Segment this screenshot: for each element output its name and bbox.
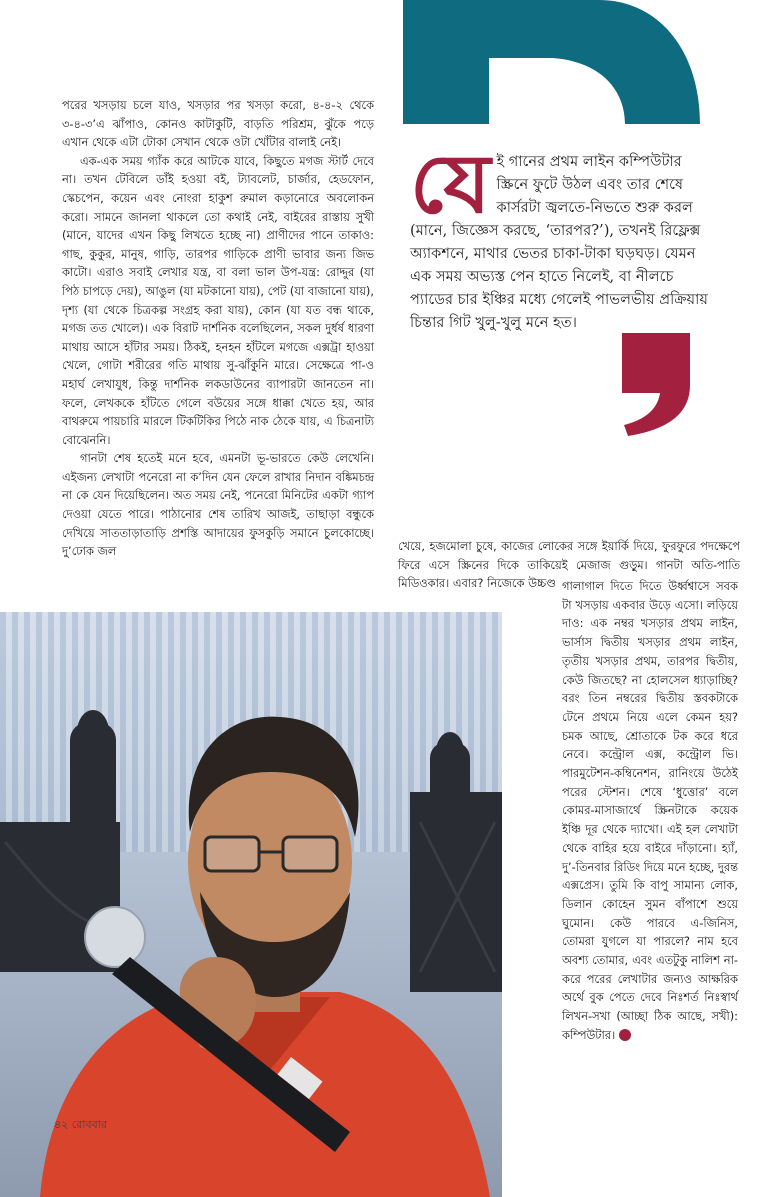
page-folio: ৪২ রোববার <box>54 1118 107 1131</box>
pull-quote <box>410 136 710 334</box>
pull-quote-dropcap: যে <box>410 136 491 232</box>
end-mark-icon <box>619 1029 631 1041</box>
right-paragraph: গালাগাল দিতে দিতে উর্ধ্বশ্বাসে সবক টা খসড়ায় একবার উড়ে এসো। লড়িয়ে দাও: এক নম্বর খসড়ার প্রথম লাইন, ভার্সাস দ্বিতীয় খসড়ার প্রথম লাইন, তৃতীয় খসড়ার প্রথম, তারপর দ্বিতীয়, কেউ জিতছে? না হোলসেল ধ্যাড়াচ্ছি? বরং তিন নম্বরের দ্বিতীয় স্তবকটাকে টেনে প্রথমে নিয়ে এলে কেমন হয়? চমক আছে, শ্রোতাকে টক করে ধরে নেবে। কন্ট্রোল এক্স, কন্ট্রোল ভি। পারমুটেশন-কম্বিনেশন, রানিংয়ে উঠেই পরের স্টেশন। শেষে ‘ধুত্তোর’ বলে কোমর-মাসাজার্থে স্ক্রিনটাকে কয়েক ইঞ্চি দূর থেকে দ্যাখো। এই হল লেখাটা থেকে বাহির হয়ে বাইরে দাঁড়ানো। হ্যাঁ, দু’-তিনবার রিডিং দিয়ে মনে হচ্ছে, দুরন্ত এক্সপ্রেস। তুমি কি বাপু সামান্য লোক, ডিলান কোহেন সুমন বাঁপাশে শুয়ে ঘুমোন। কেউ পারবে এ-জিনিস, তোমরা যুগলে যা পারলে? নাম হবে অবশ্য তোমার, এবং এতটুকু নালিশ না-করে পরের লেখাটার জন্যও আক্ষরিক অর্থে বুক পেতে দেবে নিঃশর্ত নিঃস্বার্থ লিখন-সখা (আচ্ছা ঠিক আছে, সখী): কম্পিউটার। <box>562 579 738 1042</box>
middle-paragraph: খেয়ে, হজমোলা চুষে, কাজের লোকের সঙ্গে ইয়ার্কি দিয়ে, ফুরফুরে পদক্ষেপে ফিরে এসে স্ক্রিনের দিকে তাকিয়েই মেজাজ গুড়ুম। গানটা অতি-পাতি মিডিওকার। এবার? নিজেকে উচ্চণ্ড <box>398 539 740 591</box>
speaker-photo <box>0 612 502 1197</box>
body-paragraph-2: এক-এক সময় গ্যাঁক করে আটকে যাবে, কিছুতে মগজ স্টার্ট দেবে না। তখন টেবিলে ডাঁই হওয়া বই, ট্যাবলেট, চার্জার, হেডফোন, স্কেচপেন, কয়েন এবং নোংরা হাকুশ রুমাল কড়ানোরে অবলোকন করো। সামনে জানলা থাকলে তো কথাই নেই, বাইরের রাস্তায় সুখী (মানে, যাদের এখন কিছু লিখতে হচ্ছে না) প্রাণীদের পানে তাকাও: গাছ, কুকুর, মানুষ, গাড়ি, তারপর গাড়িকে প্রাণী ভাবার জন্য জিভ কাটো। এরাও সবাই লেখার যন্ত্র, বা বলা ভাল উপ-যন্ত্র: রোদ্দুর (যা পিঠ চাপড়ে দেয়), আঙুল (যা মটকানো যায়), পেট (যা বাজানো যায়), দৃশ্য (যা থেকে চিত্রকল্প সংগ্রহ করা যায়), কোন (যা যত বন্ধ থাকে, মগজ তত খোলে)। এক বিরাট দার্শনিক বলেছিলেন, সকল দুর্ধর্ষ ধারণা মাথায় আসে হাঁটার সময়। ঠিকই, হনহন হাঁটলে মগজে এক্সট্রা হাওয়া খেলে, গোটা শরীরের গতি মাথায় সু-ঝাঁকুনি মারে। সেক্ষেত্রে পা-ও মহার্ঘ লেখাযুধ, কিন্তু দার্শনিক লকডাউনের ব্যাপারটা জানতেন না। ফলে, লেখককে হাঁটতে গেলে বউয়ের সঙ্গে ধাক্কা খেতে হয়, আর বাথরুমে পায়চারি মারলে টিকটিকির পিঠে নাক ঠেকে যায়, এ চিত্রনাট্য বোঝেননি। <box>62 153 374 447</box>
pull-quote-text: ই গানের প্রথম লাইন কম্পিউটার স্ক্রিনে ফুটে উঠল এবং তার শেষে কার্সরটা জ্বলতে-নিভতে শুরু করল (মানে, জিজ্ঞেস করছে, ‘তারপর?’), তখনই রিফ্লেক্স অ্যাকশনে, মাথার ভেতর চাকা-টাকা ঘড়ঘড়। যেমন এক সময় অভ্যস্ত পেন হাতে নিলেই, বা নীলচে প্যাডের চার ইঞ্চির মধ্যে গেলেই পাভলভীয় প্রক্রিয়ায় চিন্তার গিট খুলু-খুলু মনে হত। <box>410 153 708 331</box>
crimson-closing-quote-mark <box>614 333 690 436</box>
body-paragraph-3: গানটা শেষ হতেই মনে হবে, এমনটা ভূ-ভারতে কেউ লেখেনি। এইজন্য লেখাটা পনেরো না ক’দিন যেন ফেলে রাখার নিদান বঙ্কিমচন্দ্র না কে যেন দিয়েছিলেন। অত সময় নেই, পনেরো মিনিটের একটা গ্যাপ দেওয়া যেতে পারে। পাঠানোর শেষ তারিখ আজই, তাছাড়া বন্ধুকে দেখিয়ে সাততাড়াতাড়ি প্রশস্তি আদায়ের ফুসকুড়ি সমানে চুলকোচ্ছে। দু’ঢোক জল <box>62 451 374 559</box>
speaker-illustration <box>0 612 502 1197</box>
right-body-column <box>562 577 738 1045</box>
left-body-column <box>62 96 374 561</box>
body-paragraph-1: পরের খসড়ায় চলে যাও, খসড়ার পর খসড়া করো, ৪-৪-২ থেকে ৩-৪-৩’এ ঝাঁপাও, কোনও কাটাকুটি, বাড়তি পরিশ্রম, ঝুঁকে পড়ে এখান থেকে এটা টোকা সেখান থেকে ওটা খোঁটার বালাই নেই। <box>62 98 374 150</box>
teal-opening-quote-mark <box>403 0 700 124</box>
